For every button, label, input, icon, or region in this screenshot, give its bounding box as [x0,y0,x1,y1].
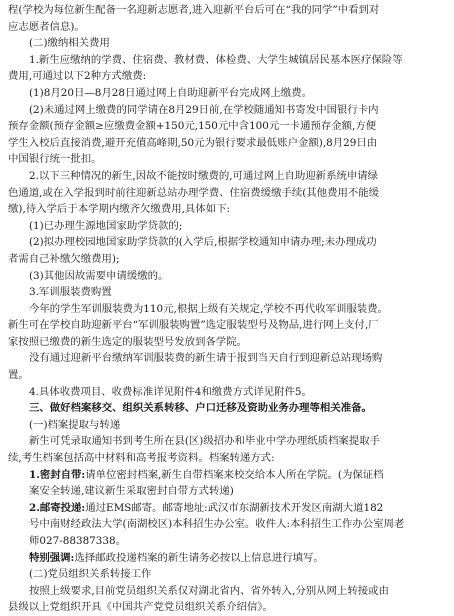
bold-lead: 1.密封自带: [29,468,86,481]
text-line: 置。 [8,369,29,382]
line-rest: 请单位密封档案,新生自带档案来校交给本人所在学院。(为保证档 [85,468,384,481]
text-line: 新生可凭录取通知书到考生所在县(区)级招办和毕业中学办理纸质档案提取手 [29,435,380,448]
text-line: 程(学校为每位新生配备一名迎新志愿者,进入迎新平台后可在“我的同学”中看到对 [8,4,380,16]
text-line: 3.军训服装费购置 [29,286,112,299]
text-line: (1)8月20日—8月28日通过网上自助迎新平台完成网上缴费。 [29,86,312,99]
text-line: 家按照已缴费的新生选定的服装型号发放到各学院。 [8,335,247,348]
bold-lead: 特别强调: [29,551,75,564]
text-line [8,467,446,484]
text-line: 色通道,或在入学报到时前往迎新总站办理学费、住宿费缓缴手续(其他费用不能缓 [8,186,380,199]
line-rest: 选择邮政投递档案的新生请务必按以上信息进行填写。 [74,551,324,564]
text-line: 新生可在学校自助迎新平台“军训服装购置”选定服装型号及物品,进行网上支付,厂 [8,319,379,332]
text-line: 按照上级要求,目前党员组织关系仅对湖北省内、省外转入,分别从网上转接或由 [29,584,389,597]
text-line: 学生入校后直接消费,避开充值高峰期,50元为银行要求最低账户金额),8月29日由 [8,136,378,149]
text-line: (2)拟办理校园地国家助学贷款的(入学后,根据学校通知申请办理;未办理成功 [29,236,377,249]
text-line: 案安全转递,建议新生采取密封自带方式转递) [29,485,234,498]
text-line: 三、做好档案移交、组织关系转移、户口迁移及资助业务办理等相关准备。 [29,402,372,415]
line-rest: 通过EMS邮寄。邮寄地址:武汉市东湖新技术开发区南湖大道182 [85,501,384,514]
text-line: 1.新生应缴纳的学费、住宿费、教材费、体检费、大学生城镇居民基本医疗保险等 [29,53,403,66]
bold-lead: 2.邮寄投递: [29,501,86,514]
text-line: 号中南财经政法大学(南湖校区)本科招生办公室。收件人:本科招生工作办公室周老 [29,518,405,531]
text-line: 今年的学生军训服装费为110元,根据上级有关规定,学校不再代收军训服装费。 [29,302,388,315]
text-line: 4.具体收费项目、收费标准详见附件4和缴费方式详见附件5。 [29,385,312,398]
text-line: 应志愿者信息)。 [8,20,85,33]
text-line [8,550,446,567]
text-line: 费用,可通过以下2种方式缴费: [8,70,147,83]
text-line [8,500,446,517]
text-line: 师027-88387338。 [29,535,127,547]
text-line: (二)缴纳相关费用 [29,37,110,50]
text-line: 者需自己补缴欠缴费用); [8,252,120,265]
text-line: (二)党员组织关系转接工作 [29,568,152,581]
text-line: (3)其他因故需要申请缓缴的。 [29,269,169,282]
text-line: 中国银行统一批扣。 [8,153,102,166]
text-line: 县级以上党组织开具《中国共产党党员组织关系介绍信》。 [8,601,273,614]
text-line: 没有通过迎新平台缴纳军训服装费的新生请于报到当天自行到迎新总站现场购 [29,352,383,365]
text-line: 缴),待入学后于本学期内缴齐欠缴费用,具体如下: [8,203,230,216]
text-line: (一)档案提取与转递 [29,418,121,431]
text-line: 续,考生档案包括高中材料和高考报考资料。档案转递方式: [8,452,275,465]
text-line: (1)已办理生源地国家助学贷款的; [29,219,183,232]
text-line: 预存金额(预存金额≥应缴费金额+150元,150元中含100元一卡通预存金额,方便 [8,120,377,133]
text-line: 2.以下三种情况的新生,因故不能按时缴费的,可通过网上自助迎新系统申请绿 [29,169,379,182]
text-line: (2)未通过网上缴费的同学请在8月29日前,在学校随通知书寄发中国银行卡内 [29,103,379,116]
